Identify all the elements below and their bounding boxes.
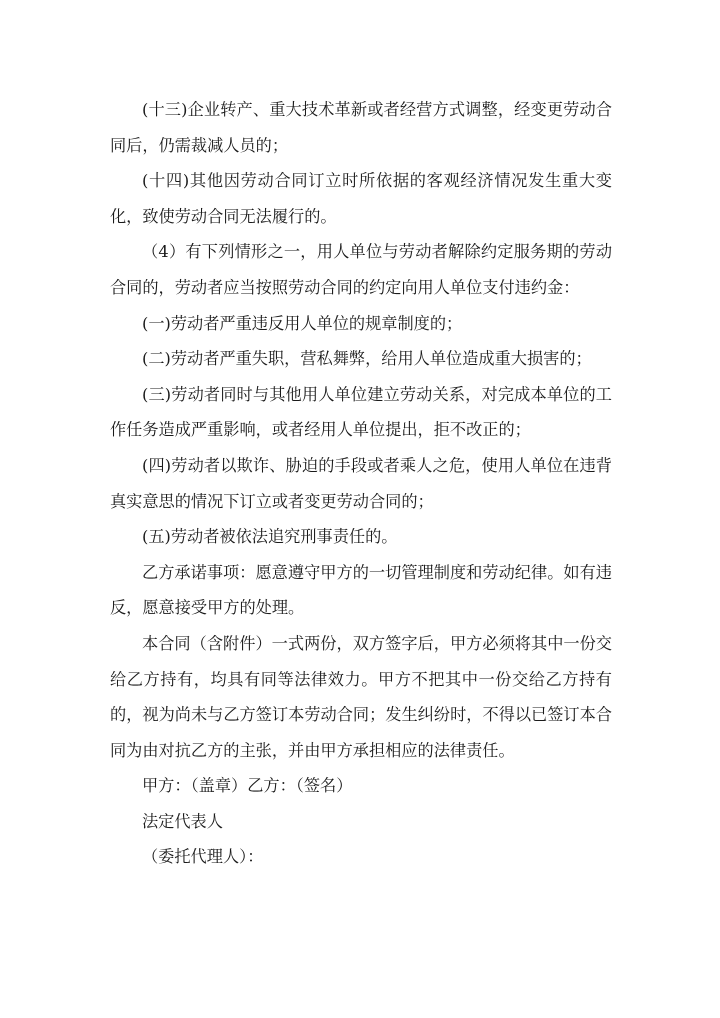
clause-4-item-5: (五)劳动者被依法追究刑事责任的。 [142, 527, 398, 547]
clause-4-intro: （4）有下列情形之一，用人单位与劳动者解除约定服务期的劳动合同的，劳动者应当按照劳动合同的约定向用人单位支付违约金： [110, 242, 612, 297]
document-body [110, 92, 612, 875]
clause-4-item-2: (二)劳动者严重失职，营私舞弊，给用人单位造成重大损害的； [142, 349, 592, 369]
clause-13: (十三)企业转产、重大技术革新或者经营方式调整，经变更劳动合同后，仍需裁减人员的； [110, 100, 612, 155]
clause-4-item-4: (四)劳动者以欺诈、胁迫的手段或者乘人之危，使用人单位在违背真实意思的情况下订立或者变更劳动合同的； [110, 455, 612, 511]
clause-14: (十四)其他因劳动合同订立时所依据的客观经济情况发生重大变化，致使劳动合同无法履行的。 [110, 171, 612, 226]
party-b-commitment: 乙方承诺事项：愿意遵守甲方的一切管理制度和劳动纪律。如有违反，愿意接受甲方的处理。 [110, 562, 612, 618]
signature-line-parties: 甲方：（盖章）乙方：（签名） [142, 776, 353, 796]
legal-representative-label: 法定代表人 [142, 811, 223, 831]
contract-copies-clause: 本合同（含附件）一式两份，双方签字后，甲方必须将其中一份交给乙方持有，均具有同等法律效力。甲方不把其中一份交给乙方持有的，视为尚未与乙方签订本劳动合同；发生纠纷时，不得以已签订本合同为由对抗乙方的主张，并由甲方承担相应的法律责任。 [110, 633, 612, 760]
clause-4-item-1: (一)劳动者严重违反用人单位的规章制度的； [142, 313, 463, 333]
authorized-agent-label: （委托代理人）： [142, 847, 264, 867]
clause-4-item-3: (三)劳动者同时与其他用人单位建立劳动关系，对完成本单位的工作任务造成严重影响，或者经用人单位提出，拒不改正的； [110, 384, 612, 440]
